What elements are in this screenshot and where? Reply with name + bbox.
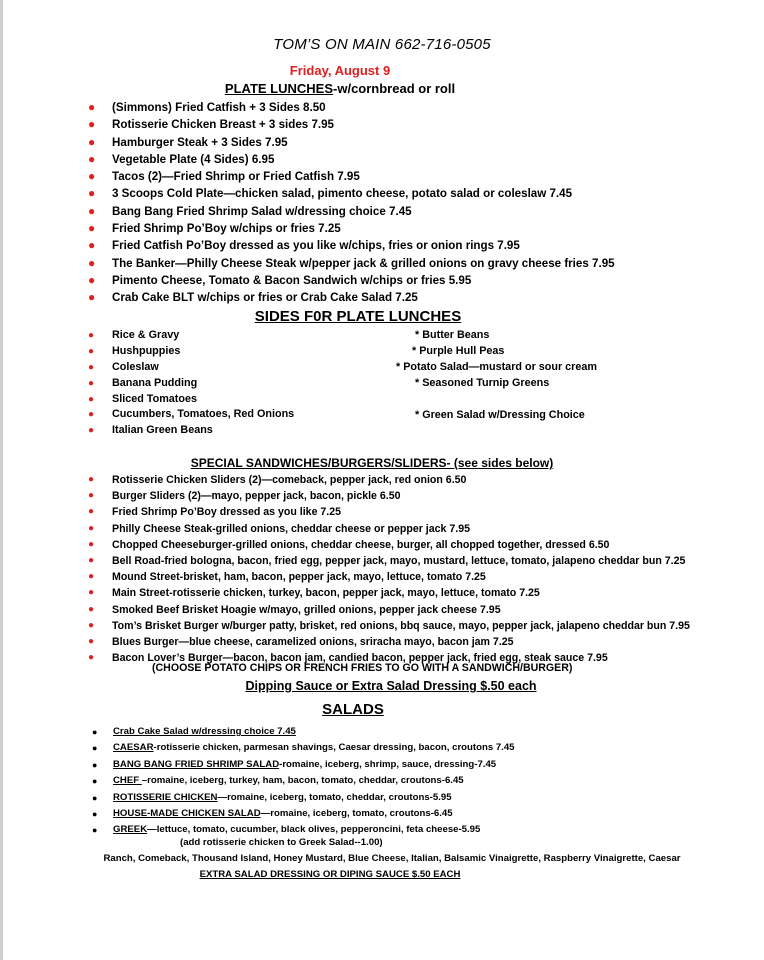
side-item xyxy=(0,423,294,439)
salad-item xyxy=(0,740,515,756)
sandwich-item xyxy=(0,488,690,504)
plate-lunch-item xyxy=(0,151,615,168)
restaurant-title: TOM’S ON MAIN 662-716-0505 xyxy=(273,36,491,53)
salad-item xyxy=(0,773,515,789)
plate-lunches-subtitle: -w/cornbread or roll xyxy=(333,81,456,96)
salad-description: -rotisserie chicken, parmesan shavings, Caesar dressing, bacon, croutons 7.45 xyxy=(153,742,515,754)
plate-lunch-item-text: Hamburger Steak + 3 Sides 7.95 xyxy=(112,135,288,149)
dipping-sauce-note: Dipping Sauce or Extra Salad Dressing $.50 each xyxy=(245,679,537,693)
side-item-text: Hushpuppies xyxy=(112,344,181,357)
side-item xyxy=(0,392,294,408)
salad-item xyxy=(0,790,515,806)
sandwich-item-text: Bell Road-fried bologna, bacon, fried egg, pepper jack, mayo, mustard, lettuce, tomato, jalapeno cheddar bun 7.25 xyxy=(112,554,686,567)
plate-lunch-item-text: 3 Scoops Cold Plate—chicken salad, pimento cheese, potato salad or coleslaw 7.45 xyxy=(112,187,573,201)
bullet-icon: ● xyxy=(88,117,96,132)
plate-lunch-item-text: Vegetable Plate (4 Sides) 6.95 xyxy=(112,152,275,166)
bullet-icon: ● xyxy=(92,776,98,787)
bullet-icon: ● xyxy=(88,203,96,218)
sandwich-item-text: Blues Burger—blue cheese, caramelized onions, sriracha mayo, bacon jam 7.25 xyxy=(112,635,514,648)
sandwich-item xyxy=(0,553,690,569)
bullet-icon: ● xyxy=(92,808,98,819)
salad-item xyxy=(0,724,515,740)
side-item-text: Banana Pudding xyxy=(112,376,198,389)
bullet-icon: ● xyxy=(88,134,96,149)
side-item xyxy=(0,376,294,392)
plate-lunch-item xyxy=(0,255,615,272)
bullet-icon: ● xyxy=(88,652,95,664)
sandwich-item xyxy=(0,569,690,585)
bullet-icon: ● xyxy=(88,425,95,437)
salad-name: GREEK xyxy=(113,824,148,836)
sandwich-item xyxy=(0,472,690,488)
salad-name: CHEF xyxy=(113,775,142,787)
side-right-item: * Seasoned Turnip Greens xyxy=(415,377,550,389)
plate-lunch-item xyxy=(0,203,615,220)
bullet-icon: ● xyxy=(88,635,95,647)
plate-lunch-item xyxy=(0,289,615,306)
sandwich-item xyxy=(0,585,690,601)
salad-name: BANG BANG FRIED SHRIMP SALAD xyxy=(113,758,280,770)
salad-name: HOUSE-MADE CHICKEN SALAD xyxy=(113,807,261,819)
side-item-text: Italian Green Beans xyxy=(112,424,213,437)
salad-description: -romaine, iceberg, shrimp, sauce, dressing-7.45 xyxy=(279,758,497,770)
extra-dressing-note: EXTRA SALAD DRESSING OR DIPING SAUCE $.50 EACH xyxy=(199,869,461,880)
bullet-icon: ● xyxy=(88,474,95,485)
side-right-item: * Purple Hull Peas xyxy=(412,345,505,357)
plate-lunch-item xyxy=(0,134,615,151)
side-item-text: Sliced Tomatoes xyxy=(112,392,197,405)
plate-lunch-list xyxy=(0,99,615,307)
side-item xyxy=(0,328,294,344)
bullet-icon: ● xyxy=(88,100,96,114)
side-item-text: Cucumbers, Tomatoes, Red Onions xyxy=(112,408,295,421)
sandwich-note: (CHOOSE POTATO CHIPS OR FRENCH FRIES TO GO WITH A SANDWICH/BURGER) xyxy=(152,662,573,674)
bullet-icon: ● xyxy=(88,238,96,253)
plate-lunches-title: PLATE LUNCHES xyxy=(224,81,334,96)
bullet-icon: ● xyxy=(88,255,96,270)
sandwich-item-text: Chopped Cheeseburger-grilled onions, cheddar cheese, burger, all chopped together, dressed 6.50 xyxy=(112,538,610,551)
plate-lunch-item-text: The Banker—Philly Cheese Steak w/pepper jack & grilled onions on gravy cheese fries 7.95 xyxy=(112,256,615,270)
sides-left-list xyxy=(0,328,294,439)
salad-item xyxy=(0,806,515,822)
sandwich-item xyxy=(0,521,690,537)
plate-lunches-heading xyxy=(0,81,680,96)
sandwich-list xyxy=(0,472,690,666)
plate-lunch-item-text: Rotisserie Chicken Breast + 3 sides 7.95 xyxy=(112,118,335,132)
sandwich-item-text: Main Street-rotisserie chicken, turkey, bacon, pepper jack, mayo, lettuce, tomato 7.25 xyxy=(112,587,540,600)
salads-heading: SALADS xyxy=(322,701,384,718)
salad-name: CAESAR xyxy=(113,742,154,754)
sandwich-item-text: Tom’s Brisket Burger w/burger patty, brisket, red onions, bbq sauce, mayo, pepper jack, jalapeno cheddar bun 7.95 xyxy=(112,619,690,632)
dressing-options: Ranch, Comeback, Thousand Island, Honey Mustard, Blue Cheese, Italian, Balsamic Vinaigrette, Raspberry Vinaigrette, Caesar xyxy=(103,853,681,864)
salad-description: –romaine, iceberg, turkey, ham, bacon, tomato, cheddar, croutons-6.45 xyxy=(141,775,464,787)
bullet-icon: ● xyxy=(92,792,98,803)
bullet-icon: ● xyxy=(88,603,95,615)
sandwich-item xyxy=(0,537,690,553)
bullet-icon: ● xyxy=(88,554,95,566)
salad-list xyxy=(0,724,515,839)
plate-lunch-item xyxy=(0,168,615,185)
bullet-icon: ● xyxy=(88,361,95,373)
plate-lunch-item-text: Pimento Cheese, Tomato & Bacon Sandwich w/chips or fries 5.95 xyxy=(112,273,472,287)
sides-heading: SIDES F0R PLATE LUNCHES xyxy=(254,308,462,325)
sandwich-item-text: Burger Sliders (2)—mayo, pepper jack, bacon, pickle 6.50 xyxy=(112,490,401,503)
sandwich-item-text: Rotisserie Chicken Sliders (2)—comeback, pepper jack, red onion 6.50 xyxy=(112,474,467,486)
plate-lunch-item-text: Crab Cake BLT w/chips or fries or Crab Cake Salad 7.25 xyxy=(112,291,418,305)
sandwiches-heading: SPECIAL SANDWICHES/BURGERS/SLIDERS- (see sides below) xyxy=(190,456,554,470)
salad-description: —lettuce, tomato, cucumber, black olives, pepperoncini, feta cheese-5.95 xyxy=(147,824,481,836)
bullet-icon: ● xyxy=(88,587,95,599)
sandwich-item-text: Bacon Lover’s Burger—bacon, bacon jam, candied bacon, pepper jack, fried egg, steak sauce 7.95 xyxy=(112,652,608,665)
plate-lunch-item-text: Tacos (2)—Fried Shrimp or Fried Catfish 7.95 xyxy=(112,170,360,184)
salad-description: —romaine, iceberg, tomato, croutons-6.45 xyxy=(260,807,453,819)
plate-lunch-item xyxy=(0,272,615,289)
greek-addon-note: (add rotisserie chicken to Greek Salad--1.00) xyxy=(180,837,383,848)
sandwich-item xyxy=(0,618,690,634)
bullet-icon: ● xyxy=(88,290,96,305)
bullet-icon: ● xyxy=(88,186,96,201)
bullet-icon: ● xyxy=(88,272,96,287)
sandwich-item-text: Philly Cheese Steak-grilled onions, cheddar cheese or pepper jack 7.95 xyxy=(112,522,470,535)
bullet-icon: ● xyxy=(88,221,96,236)
menu-date: Friday, August 9 xyxy=(289,63,391,78)
plate-lunch-item xyxy=(0,185,615,202)
sandwich-item xyxy=(0,634,690,650)
plate-lunch-item xyxy=(0,99,615,116)
sandwich-item-text: Mound Street-brisket, ham, bacon, pepper jack, mayo, lettuce, tomato 7.25 xyxy=(112,571,486,584)
plate-lunch-item xyxy=(0,237,615,254)
side-right-item: * Green Salad w/Dressing Choice xyxy=(415,409,585,421)
bullet-icon: ● xyxy=(92,759,98,770)
salad-name: Crab Cake Salad w/dressing choice 7.45 xyxy=(113,726,296,737)
bullet-icon: ● xyxy=(88,538,95,550)
bullet-icon: ● xyxy=(88,522,95,534)
salad-name: ROTISSERIE CHICKEN xyxy=(113,791,218,803)
side-item xyxy=(0,407,294,423)
bullet-icon: ● xyxy=(88,151,96,166)
plate-lunch-item-text: (Simmons) Fried Catfish + 3 Sides 8.50 xyxy=(112,101,326,114)
plate-lunch-item xyxy=(0,116,615,133)
sandwich-item-text: Fried Shrimp Po’Boy dressed as you like 7.25 xyxy=(112,506,342,519)
bullet-icon: ● xyxy=(92,825,98,836)
side-right-item: * Butter Beans xyxy=(415,329,490,341)
salad-item xyxy=(0,757,515,773)
bullet-icon: ● xyxy=(92,727,98,737)
plate-lunch-item-text: Bang Bang Fried Shrimp Salad w/dressing choice 7.45 xyxy=(112,204,412,218)
plate-lunch-item-text: Fried Catfish Po’Boy dressed as you like w/chips, fries or onion rings 7.95 xyxy=(112,239,520,253)
bullet-icon: ● xyxy=(88,169,96,184)
sandwich-item-text: Smoked Beef Brisket Hoagie w/mayo, grilled onions, pepper jack cheese 7.95 xyxy=(112,603,501,616)
side-item xyxy=(0,344,294,360)
sandwich-item xyxy=(0,602,690,618)
bullet-icon: ● xyxy=(88,393,95,405)
bullet-icon: ● xyxy=(88,409,95,421)
bullet-icon: ● xyxy=(88,377,95,389)
side-item-text: Coleslaw xyxy=(112,360,159,373)
plate-lunch-item-text: Fried Shrimp Po’Boy w/chips or fries 7.25 xyxy=(112,222,341,236)
side-item xyxy=(0,360,294,376)
bullet-icon: ● xyxy=(88,506,95,518)
bullet-icon: ● xyxy=(88,619,95,631)
side-right-item: * Potato Salad—mustard or sour cream xyxy=(396,361,597,373)
bullet-icon: ● xyxy=(88,490,95,502)
bullet-icon: ● xyxy=(88,345,95,357)
bullet-icon: ● xyxy=(88,571,95,583)
salad-description: —romaine, iceberg, tomato, cheddar, croutons-5.95 xyxy=(217,791,452,803)
bullet-icon: ● xyxy=(92,743,98,754)
plate-lunch-item xyxy=(0,220,615,237)
side-item-text: Rice & Gravy xyxy=(112,329,180,341)
sandwich-item xyxy=(0,504,690,520)
bullet-icon: ● xyxy=(88,330,95,341)
